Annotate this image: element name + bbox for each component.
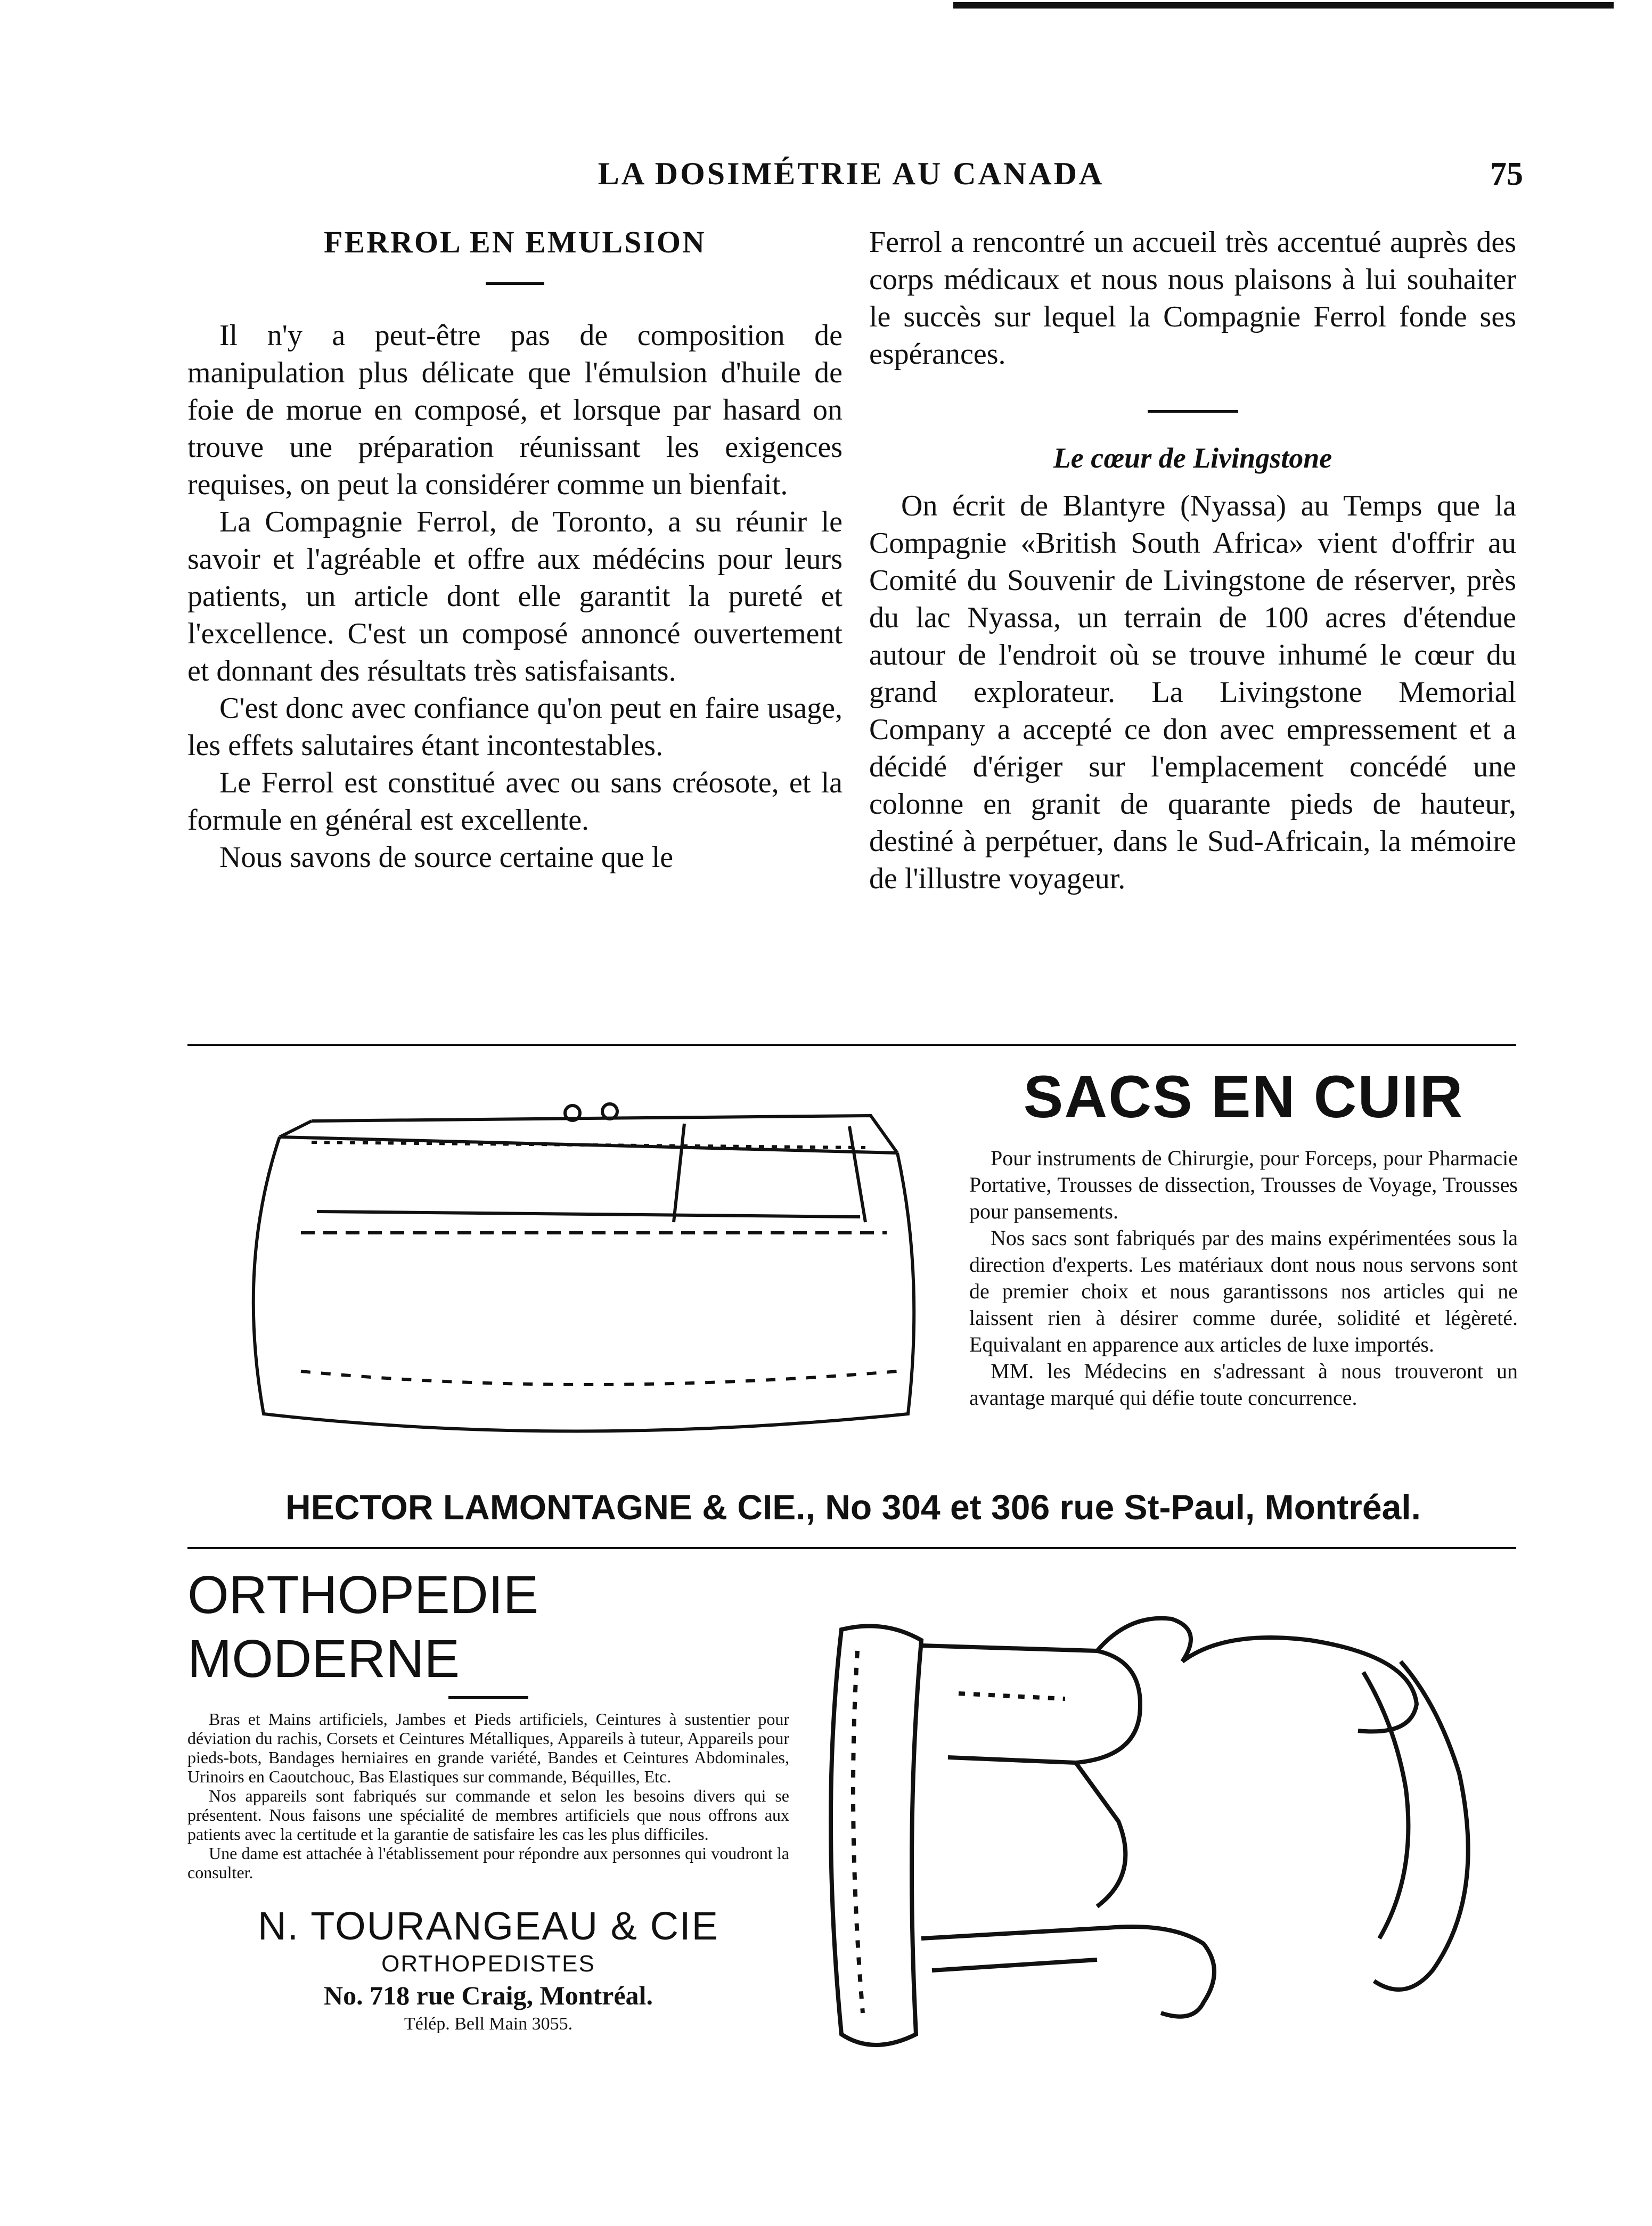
firm-subtitle: ORTHOPEDISTES (381, 1951, 595, 1977)
left-article (187, 224, 843, 876)
article-title-ferrol: FERROL EN EMULSION (324, 225, 706, 259)
firm-tourangeau: N. TOURANGEAU & CIE (258, 1904, 719, 1948)
paragraph: Une dame est attachée à l'établissement pour répondre aux personnes qui voudront la consulter. (187, 1844, 789, 1882)
paragraph: Le Ferrol est constitué avec ou sans créosote, et la formule en général est excellente. (187, 766, 843, 837)
paragraph: La Compagnie Ferrol, de Toronto, a su réunir le savoir et l'agréable et offre aux médécins pour leurs patients, un article dont elle garantit la pureté et l'excellence. C'est un composé annoncé ouvertement et donnant des résultats très satisfaisants. (187, 505, 843, 688)
paragraph: MM. les Médecins en s'adressant à nous trouveront un avantage marqué qui défie toute concurrence. (969, 1359, 1518, 1410)
paragraph: Bras et Mains artificiels, Jambes et Pieds artificiels, Ceintures à sustentier pour déviation du rachis, Corsets et Ceintures Métalliques, Appareils à tuteur, Appareils pour pieds-bots, Bandages herniaires en grande variété, Bandes et Ceintures Abdominales, Urinoirs en Caoutchouc, Bas Elastiques sur commande, Béquilles, Etc. (187, 1709, 789, 1786)
ortho-divider (448, 1696, 528, 1699)
top-border-line (953, 2, 1614, 9)
ad-ortho-text (187, 1709, 789, 1882)
paragraph: Pour instruments de Chirurgie, pour Forceps, pour Pharmacie Portative, Trousses de dissection, Trousses de Voyage, Trousses pour pansements. (969, 1146, 1518, 1223)
firm-address: No. 718 rue Craig, Montréal. (324, 1981, 653, 2010)
paragraph: Nous savons de source certaine que le (219, 841, 674, 874)
paragraph: Nos appareils sont fabriqués sur commande et selon les besoins divers qui se présentent. Nous faisons une spécialité de membres artificiels que nous offrons aux patients avec la certitude et la garantie de satisfaire les cas les plus difficiles. (187, 1786, 789, 1844)
paragraph: Nos sacs sont fabriqués par des mains expérimentées sous la direction d'experts. Les matériaux dont nous nous servons sont de premier choix et nous garantissons nos articles qui ne laissent rien à désirer comme durée, solidité et légèreté. Equivalant en apparence aux articles de luxe importés. (969, 1226, 1518, 1356)
ad-rule (187, 1547, 1516, 1549)
article-title-livingstone: Le cœur de Livingstone (1053, 442, 1332, 474)
ad-sacs-en-cuir (969, 1062, 1518, 1411)
continuation-paragraph: Ferrol a rencontré un accueil très accentué auprès des corps médicaux et nous nous plaisons à lui souhaiter le succès sur lequel la Compagnie Ferrol fonde ses espérances. (869, 226, 1516, 371)
ad-title-sacs: SACS EN CUIR (1023, 1063, 1464, 1130)
paragraph: On écrit de Blantyre (Nyassa) au Temps que la Compagnie «British South Africa» vient d'offrir au Comité du Souvenir de Livingstone de réserver, près du lac Nyassa, un terrain de 100 acres d'étendue autour de l'endroit où se trouve inhumé le cœur du grand explorateur. La Livingstone Memorial Company a accepté ce don avec empressement et a décidé d'ériger sur l'emplacement concédé une colonne en granit de quarante pieds de hauteur, destiné à perpétuer, dans le Sud-Africain, la mémoire de l'illustre voyageur. (869, 489, 1516, 895)
ad-title-orthopedie: ORTHOPEDIE MODERNE (187, 1565, 539, 1689)
running-title: LA DOSIMÉTRIE AU CANADA (598, 156, 1105, 191)
firm-hector-lamontagne: HECTOR LAMONTAGNE & CIE., No 304 et 306 rue St-Paul, Montréal. (285, 1487, 1421, 1527)
ad-orthopedie (187, 1563, 789, 2036)
orthopedic-brace-illustration (799, 1598, 1523, 2066)
right-article (869, 224, 1516, 897)
section-rule (187, 1044, 1516, 1046)
leather-bag-illustration (205, 1073, 940, 1462)
ad-sacs-text (969, 1145, 1518, 1411)
page-number: 75 (1490, 156, 1523, 192)
paragraph: C'est donc avec confiance qu'on peut en faire usage, les effets salutaires étant incontestables. (187, 692, 843, 762)
paragraph: Il n'y a peut-être pas de composition de manipulation plus délicate que l'émulsion d'huile de foie de morue en composé, et lorsque par hasard on trouve une préparation réunissant les exigences requises, on peut la considérer comme un bienfait. (187, 319, 843, 501)
firm-phone: Télép. Bell Main 3055. (404, 2014, 573, 2034)
